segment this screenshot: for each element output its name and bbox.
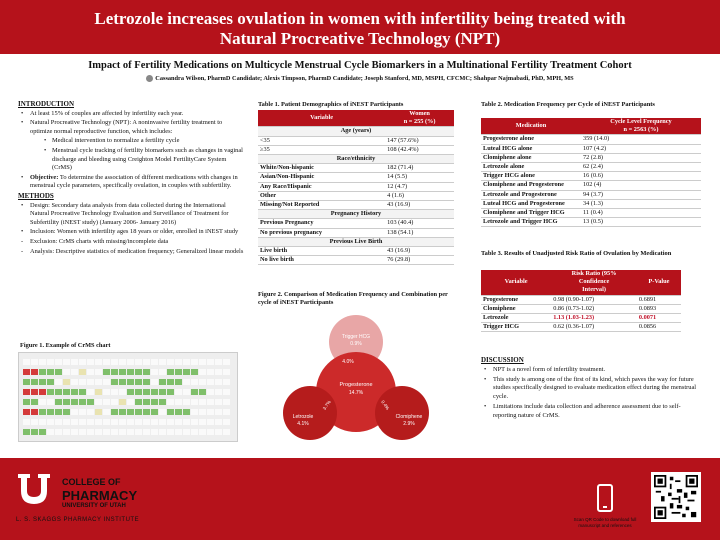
medication-name: Clomiphene and Trigger HCG xyxy=(483,209,565,217)
discussion-bullet-3: • Limitations include data collection and adherence assessment due to self-reporting nature of CrMS. xyxy=(481,403,701,421)
risk-ratio: 0.98 (0.90-1.07) xyxy=(553,295,595,303)
col-cycle-frequency xyxy=(581,118,701,135)
section-age: Age (years) xyxy=(258,127,454,136)
institute-label: L. S. SKAGGS PHARMACY INSTITUTE xyxy=(16,517,140,523)
person-icon xyxy=(146,75,153,82)
introduction-heading: INTRODUCTION xyxy=(18,100,75,108)
university-label: UNIVERSITY OF UTAH xyxy=(62,503,126,509)
table-row xyxy=(481,314,681,323)
row-label: Any Race/Hispanic xyxy=(260,182,312,190)
methods-bullet-4: - Analysis: Descriptive statistics of medication frequency; Generalized linear models xyxy=(18,248,246,257)
scan-qr-text: Scan QR Code to download full manuscript and references xyxy=(573,517,637,528)
table-row xyxy=(481,172,701,181)
table-row xyxy=(481,190,701,199)
row-label: Missing/Not Reported xyxy=(260,201,320,209)
row-label: Previous Pregnancy xyxy=(260,219,314,227)
label-trigger: Trigger HCG xyxy=(341,334,371,340)
chart-row xyxy=(23,389,231,395)
table-row xyxy=(258,164,454,173)
col-risk-ratio xyxy=(551,270,637,295)
chart-row xyxy=(23,379,231,385)
table-row xyxy=(481,295,681,304)
section-row xyxy=(258,237,454,246)
pharmacy-label: PHARMACY xyxy=(62,488,138,503)
overlap-right: 0.4% xyxy=(380,399,391,411)
medication-name: Letrozole alone xyxy=(483,163,525,171)
table-row xyxy=(481,323,681,332)
objective-label: Objective: xyxy=(30,173,59,181)
cycle-frequency: 16 (0.6) xyxy=(583,172,603,180)
discussion-section xyxy=(481,356,701,422)
methods-bullet-3: - Exclusion: CrMS charts with missing/incomplete data xyxy=(18,238,246,247)
chart-row xyxy=(23,419,231,425)
row-label: <35 xyxy=(260,136,270,144)
table-header-row xyxy=(258,110,454,127)
discussion-bullet-1: • NPT is a novel form of infertility treatment. xyxy=(481,366,701,375)
table-header-row xyxy=(481,118,701,135)
table-row xyxy=(258,136,454,145)
label-letrozole-pct: 4.1% xyxy=(297,421,309,427)
row-value: 43 (16.9) xyxy=(387,201,411,209)
left-column xyxy=(18,100,246,257)
cycle-frequency: 11 (0.4) xyxy=(583,209,603,217)
intro-subbullet-1: • Medical intervention to normalize a fertility cycle xyxy=(18,137,246,146)
section-row xyxy=(258,127,454,136)
col-rr-line1: Risk Ratio (95% xyxy=(571,270,617,277)
table-row xyxy=(258,228,454,237)
table-row xyxy=(481,144,701,153)
section-race: Race/ethnicity xyxy=(258,155,454,164)
table-row xyxy=(481,135,701,144)
figure1-caption: Figure 1. Example of CrMS chart xyxy=(20,342,111,349)
cycle-frequency: 102 (4) xyxy=(583,181,602,189)
row-label: Other xyxy=(260,191,277,199)
row-value: 108 (42.4%) xyxy=(387,145,419,153)
section-pregnancy: Pregnancy History xyxy=(258,210,454,219)
table1-caption: Table 1. Patient Demographics of iNEST Participants xyxy=(258,101,404,108)
row-value: 182 (71.4) xyxy=(387,164,414,172)
cycle-frequency: 72 (2.8) xyxy=(583,153,603,161)
medication-name: Luteal HCG and Progesterone xyxy=(483,199,565,207)
row-label: No previous pregnancy xyxy=(260,228,323,236)
venn-circle-letrozole xyxy=(283,386,337,440)
authors xyxy=(0,75,720,82)
row-value: 4 (1.6) xyxy=(387,191,404,199)
cycle-frequency: 34 (1.3) xyxy=(583,199,603,207)
variable-name: Progesterone xyxy=(483,295,519,303)
figure2-caption: Figure 2. Comparison of Medication Frequency and Combination per cycle of iNEST Participants xyxy=(258,291,448,306)
objective-text: To determine the association of different medications with changes in menstrual cycle parameters, specifically ovulation, in couples with subfertility. xyxy=(30,173,238,190)
row-label: White/Non-hispanic xyxy=(260,164,314,172)
row-label: No live birth xyxy=(260,256,294,264)
venn-circle-clomiphene xyxy=(375,386,429,440)
row-value: 147 (57.6%) xyxy=(387,136,419,144)
label-trigger-pct: 0.9% xyxy=(350,341,362,347)
table-row xyxy=(481,153,701,162)
title-line-2: Natural Procreative Technology (NPT) xyxy=(219,29,501,48)
col-women-line2: n = 255 (%) xyxy=(403,118,436,126)
variable-name: Clomiphene xyxy=(483,304,516,312)
row-value: 43 (16.9) xyxy=(387,247,411,255)
row-value: 103 (40.4) xyxy=(387,219,414,227)
table-row xyxy=(258,247,454,256)
table-row xyxy=(481,199,701,208)
medication-name: Luteal HCG alone xyxy=(483,144,533,152)
university-u-logo xyxy=(16,472,52,506)
venn-diagram xyxy=(258,315,454,440)
table-row xyxy=(481,218,701,227)
overlap-left: 3.7% xyxy=(321,399,332,411)
crms-chart-image xyxy=(18,352,238,442)
cycle-frequency: 359 (14.0) xyxy=(583,135,610,143)
chart-row xyxy=(23,409,231,415)
chart-row xyxy=(23,369,231,375)
qr-code[interactable] xyxy=(651,472,701,522)
section-row xyxy=(258,210,454,219)
table-row xyxy=(481,181,701,190)
medication-name: Progesterone alone xyxy=(483,135,535,143)
risk-ratio: 0.86 (0.73-1.02) xyxy=(553,304,595,312)
introduction-list xyxy=(18,110,246,191)
col-variable: Variable xyxy=(481,270,551,295)
table3-caption: Table 3. Results of Unadjusted Risk Ratio of Ovulation by Medication xyxy=(481,250,672,257)
medication-name: Trigger HCG alone xyxy=(483,172,535,180)
chart-row xyxy=(23,429,231,435)
col-rr-line2: Confidence xyxy=(578,278,610,286)
medication-name: Clomiphene and Progesterone xyxy=(483,181,564,189)
label-progesterone-pct: 14.7% xyxy=(348,390,364,396)
col-cycle-line2: n = 2563 (%) xyxy=(623,126,659,134)
discussion-list xyxy=(481,366,701,421)
author-list: Cassandra Wilson, PharmD Candidate; Alexis Timpson, PharmD Candidate; Joseph Stanford, MD, MSPH, CFCMC; Shahpar Najmabadi, PhD, MPH, MS xyxy=(155,75,574,82)
methods-heading: METHODS xyxy=(18,191,54,200)
risk-ratio: 1.13 (1.03-1.23) xyxy=(553,314,595,322)
intro-bullet-1: • At least 15% of couples are affected by infertility each year. xyxy=(18,110,246,119)
p-value: 0.0856 xyxy=(638,323,657,331)
cycle-frequency: 107 (4.2) xyxy=(583,144,607,152)
cycle-frequency: 94 (3.7) xyxy=(583,190,603,198)
subtitle: Impact of Fertility Medications on Multicycle Menstrual Cycle Biomarkers in a Multinational Fertility Treatment Cohort xyxy=(88,60,632,71)
medication-name: Clomiphene alone xyxy=(483,153,532,161)
row-label: Live birth xyxy=(260,247,288,255)
table-row xyxy=(258,219,454,228)
table-row xyxy=(258,201,454,210)
label-clomiphene: Clomiphene xyxy=(395,414,423,420)
cycle-frequency: 62 (2.4) xyxy=(583,163,603,171)
demographics-table xyxy=(258,110,454,265)
intro-bullet-2: • Natural Procreative Technology (NPT): A noninvasive fertility treatment to optimize normal reproductive function, which includes: xyxy=(18,119,246,136)
col-women-line1: Women xyxy=(409,110,430,117)
col-women xyxy=(385,110,454,127)
table-header-row xyxy=(481,270,681,295)
intro-objective xyxy=(18,174,246,191)
methods-list xyxy=(18,202,246,257)
table-row xyxy=(481,209,701,218)
table-row xyxy=(258,256,454,265)
table-row xyxy=(258,145,454,154)
table-row xyxy=(481,304,681,313)
col-cycle-line1: Cycle Level Frequency xyxy=(610,118,672,125)
discussion-heading: DISCUSSION xyxy=(481,356,524,364)
title-banner xyxy=(0,0,720,54)
table2-caption: Table 2. Medication Frequency per Cycle of iNEST Participants xyxy=(481,101,655,108)
label-progesterone: Progesterone xyxy=(339,382,373,388)
table-row xyxy=(258,191,454,200)
row-value: 76 (29.8) xyxy=(387,256,411,264)
cycle-frequency: 13 (0.5) xyxy=(583,218,603,226)
chart-row xyxy=(23,399,231,405)
title-line-1: Letrozole increases ovulation in women with infertility being treated with xyxy=(94,9,626,28)
row-label: Asian/Non-Hispanic xyxy=(260,173,315,181)
intro-subbullet-2: • Menstrual cycle tracking of fertility biomarkers such as changes in vaginal discharge and bleeding using Creighton Model FertilityCare System (CrMS) xyxy=(18,147,246,173)
risk-ratio-table xyxy=(481,270,681,332)
section-birth: Previous Live Birth xyxy=(258,237,454,246)
table-row xyxy=(258,182,454,191)
section-row xyxy=(258,155,454,164)
p-value: 0.0071 xyxy=(638,314,657,322)
chart-row xyxy=(23,359,231,365)
medication-name: Letrozole and Progesterone xyxy=(483,190,557,198)
methods-bullet-2: • Inclusion: Women with infertility ages 18 years or older, enrolled in iNEST study xyxy=(18,228,246,237)
label-letrozole: Letrozole xyxy=(292,414,314,420)
label-clomiphene-pct: 2.9% xyxy=(403,421,415,427)
col-medication: Medication xyxy=(481,118,581,135)
variable-name: Trigger HCG xyxy=(483,323,519,331)
col-p-value: P-Value xyxy=(637,270,681,295)
row-value: 12 (4.7) xyxy=(387,182,408,190)
medication-name: Letrozole and Trigger HCG xyxy=(483,218,558,226)
p-value: 0.0893 xyxy=(638,304,657,312)
table-row xyxy=(481,163,701,172)
variable-name: Letrozole xyxy=(483,314,509,322)
table-row xyxy=(258,173,454,182)
college-of-label: COLLEGE OF xyxy=(62,477,121,487)
p-value: 0.6891 xyxy=(638,295,657,303)
col-variable: Variable xyxy=(258,110,385,127)
risk-ratio: 0.62 (0.36-1.07) xyxy=(553,323,595,331)
methods-bullet-1: • Design: Secondary data analysis from data collected during the International Natural Procreative Technology Evaluation and Surveillance of Treatment for Subfertility (iNEST study) (January 2006- January 2016) xyxy=(18,202,246,228)
col-rr-line3: Interval) xyxy=(582,286,606,294)
row-value: 138 (54.1) xyxy=(387,228,414,236)
medication-frequency-table xyxy=(481,118,701,227)
phone-icon xyxy=(597,484,613,512)
overlap-top: 4.0% xyxy=(342,359,354,365)
row-label: ≥35 xyxy=(260,145,270,153)
discussion-bullet-2: • This study is among one of the first of its kind, which paves the way for future studies specifically designed to evaluate medication effect during the menstrual cycle. xyxy=(481,376,701,402)
row-value: 14 (5.5) xyxy=(387,173,408,181)
